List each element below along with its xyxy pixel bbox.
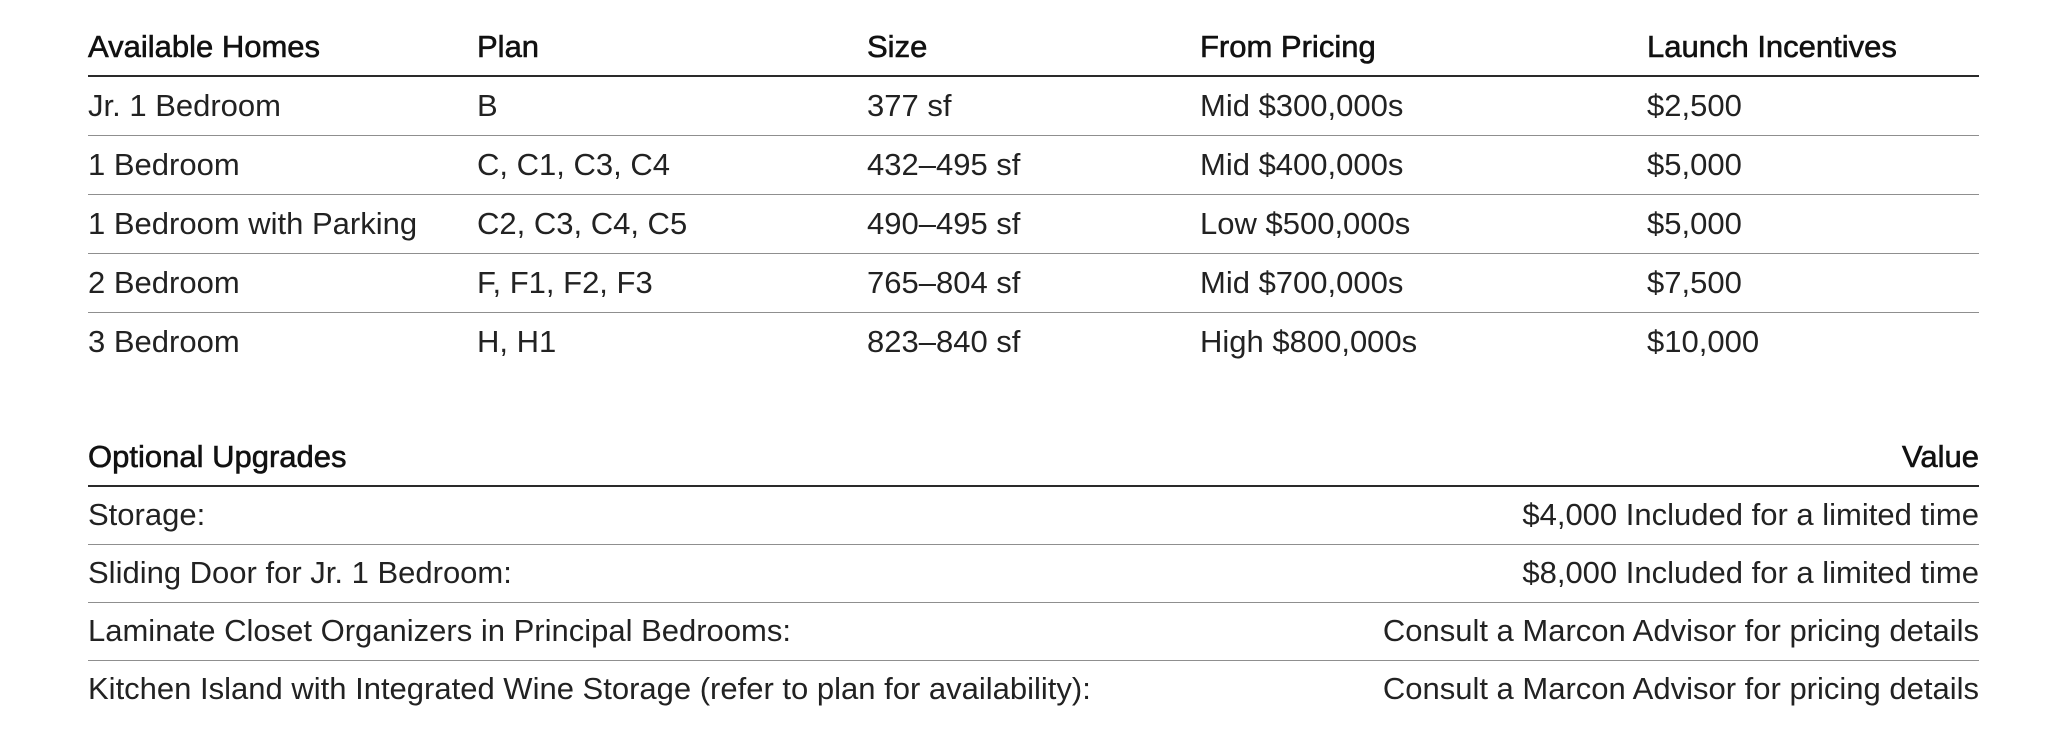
table-header-row — [88, 428, 1979, 486]
home-type: 1 Bedroom — [88, 146, 240, 182]
table-row — [88, 544, 1979, 602]
upgrade-item: Kitchen Island with Integrated Wine Storage (refer to plan for availability): — [88, 671, 1091, 707]
home-incentive: $5,000 — [1647, 146, 1742, 182]
home-plan: C2, C3, C4, C5 — [477, 205, 688, 241]
home-pricing: Mid $300,000s — [1200, 87, 1404, 123]
home-pricing: High $800,000s — [1200, 323, 1418, 359]
header-value: Value — [1902, 438, 1979, 474]
home-incentive: $5,000 — [1647, 205, 1742, 241]
home-size: 490–495 sf — [867, 205, 1021, 241]
upgrade-item: Laminate Closet Organizers in Principal Bedrooms: — [88, 613, 791, 648]
home-type: 1 Bedroom with Parking — [88, 205, 418, 241]
home-type: Jr. 1 Bedroom — [88, 87, 281, 123]
home-pricing: Low $500,000s — [1200, 205, 1411, 241]
home-plan: B — [477, 87, 498, 123]
table-row — [88, 602, 1979, 660]
upgrade-value: $8,000 Included for a limited time — [1522, 555, 1979, 590]
header-launch-incentives: Launch Incentives — [1647, 28, 1897, 64]
home-plan: H, H1 — [477, 323, 557, 359]
table-row — [88, 76, 1979, 135]
table-row — [88, 194, 1979, 253]
home-plan: C, C1, C3, C4 — [477, 146, 670, 182]
home-pricing: Mid $400,000s — [1200, 146, 1404, 182]
table-row — [88, 660, 1979, 718]
header-optional-upgrades: Optional Upgrades — [88, 438, 347, 474]
home-size: 765–804 sf — [867, 264, 1021, 300]
upgrade-item: Sliding Door for Jr. 1 Bedroom: — [88, 555, 512, 590]
home-pricing: Mid $700,000s — [1200, 264, 1404, 300]
table-row — [88, 253, 1979, 312]
upgrade-value: Consult a Marcon Advisor for pricing details — [1382, 671, 1979, 707]
table-row — [88, 312, 1979, 371]
available-homes-table — [88, 18, 1979, 371]
upgrade-value: Consult a Marcon Advisor for pricing details — [1382, 613, 1979, 648]
home-incentive: $10,000 — [1647, 323, 1760, 359]
header-available-homes: Available Homes — [88, 28, 321, 64]
home-incentive: $7,500 — [1647, 264, 1742, 300]
home-type: 3 Bedroom — [88, 323, 240, 359]
home-incentive: $2,500 — [1647, 87, 1742, 123]
upgrade-value: $4,000 Included for a limited time — [1522, 497, 1979, 533]
home-size: 377 sf — [867, 87, 952, 123]
home-size: 432–495 sf — [867, 146, 1021, 182]
table-row — [88, 486, 1979, 544]
home-plan: F, F1, F2, F3 — [477, 264, 653, 300]
upgrade-item: Storage: — [88, 497, 206, 533]
header-size: Size — [867, 28, 928, 64]
table-header-row — [88, 18, 1979, 76]
header-plan: Plan — [477, 28, 540, 64]
home-type: 2 Bedroom — [88, 264, 240, 300]
home-size: 823–840 sf — [867, 323, 1021, 359]
table-row — [88, 135, 1979, 194]
header-from-pricing: From Pricing — [1200, 28, 1376, 64]
optional-upgrades-table — [88, 428, 1979, 718]
